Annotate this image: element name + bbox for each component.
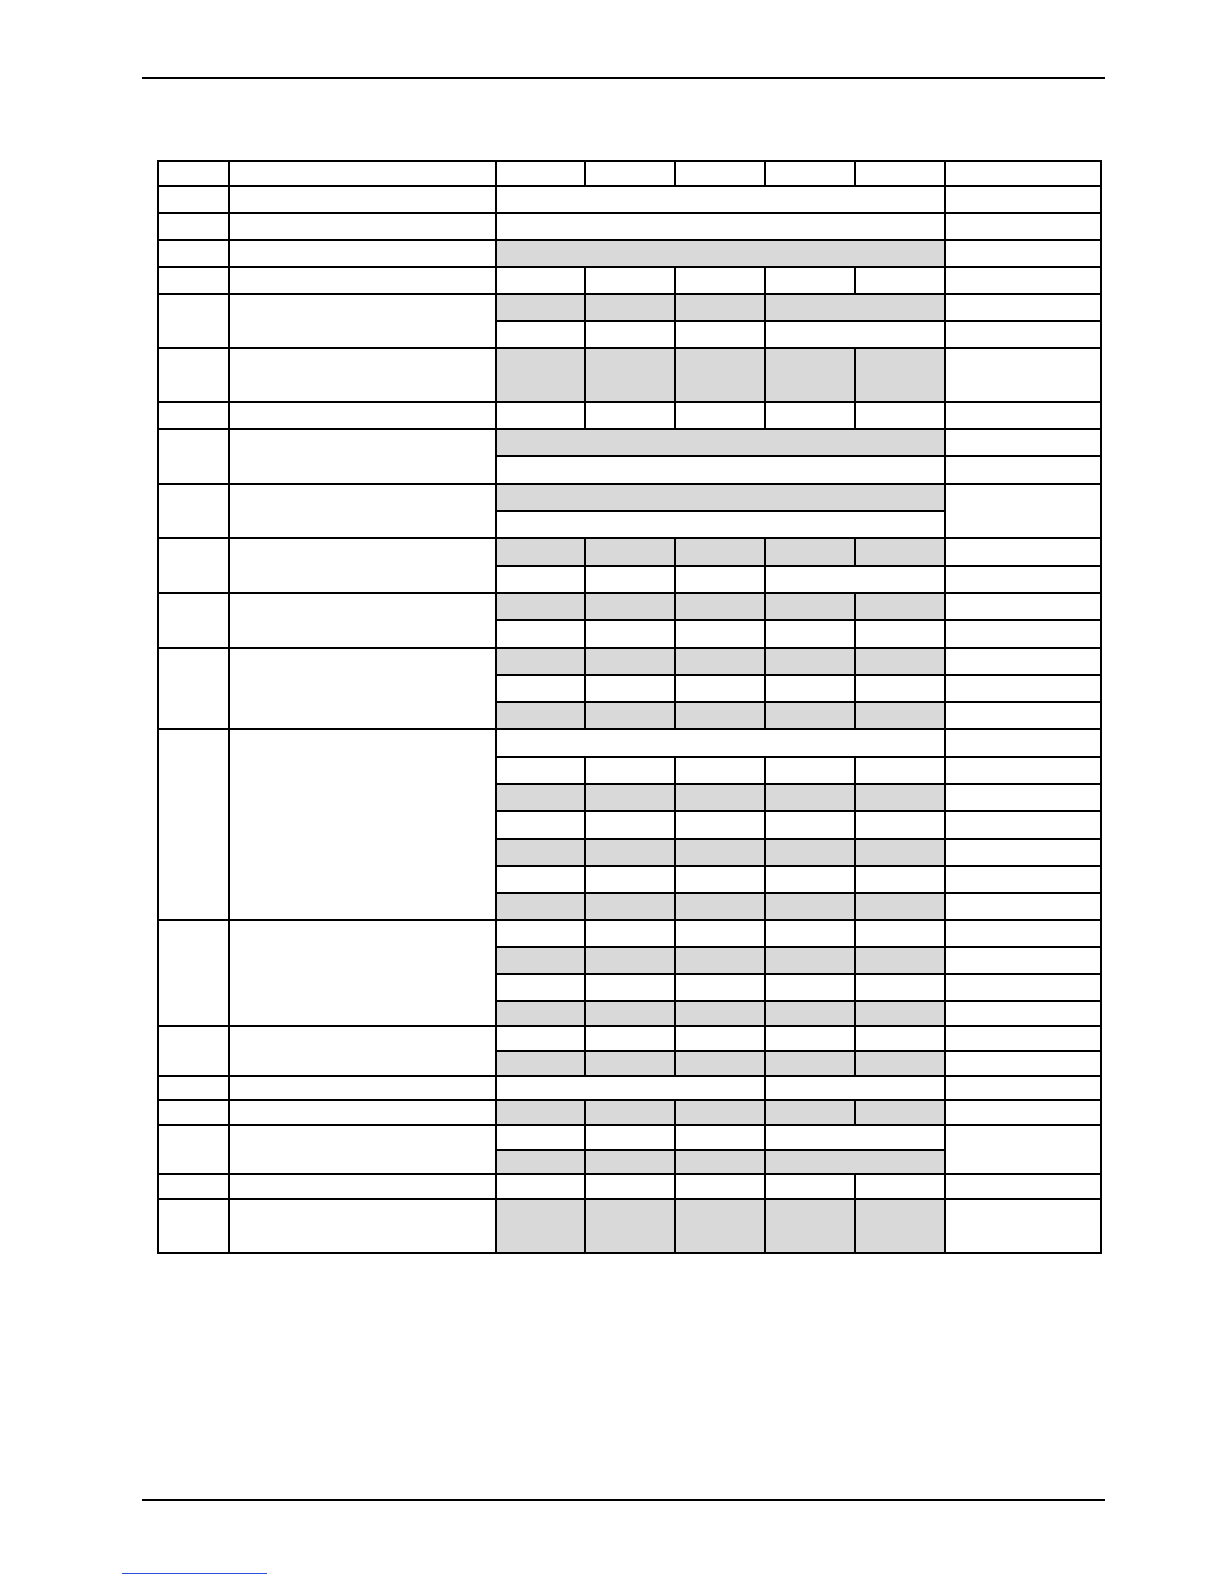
- table-cell: [159, 485, 230, 539]
- table-cell: [586, 812, 676, 840]
- table-cell: [676, 1151, 766, 1175]
- table-cell: [586, 268, 676, 295]
- table-cell: [676, 758, 766, 785]
- table-cell: [766, 539, 856, 567]
- table-cell: [230, 921, 497, 1027]
- table-cell: [586, 1052, 676, 1077]
- table-cell: [159, 730, 230, 921]
- table-cell: [230, 730, 497, 921]
- table-cell: [586, 1175, 676, 1200]
- table-cell: [230, 1077, 497, 1101]
- table-cell: [766, 1101, 856, 1126]
- table-cell: [497, 349, 586, 403]
- table-cell: [856, 268, 946, 295]
- table-cell: [586, 921, 676, 948]
- table-cell: [497, 948, 586, 975]
- table-cell: [946, 349, 1100, 403]
- table-cell: [676, 812, 766, 840]
- table-cell: [676, 921, 766, 948]
- table-cell: [586, 758, 676, 785]
- table-cell: [676, 676, 766, 703]
- table-cell: [946, 948, 1100, 975]
- table-cell: [946, 840, 1100, 867]
- table-cell: [586, 894, 676, 921]
- table-cell: [586, 785, 676, 812]
- table-cell: [946, 594, 1100, 621]
- table-cell: [586, 403, 676, 430]
- table-cell: [946, 187, 1100, 214]
- table-cell: [676, 1101, 766, 1126]
- table-cell: [676, 1002, 766, 1027]
- table-cell: [586, 1126, 676, 1151]
- table-header-cell: [856, 162, 946, 187]
- table-cell: [159, 1077, 230, 1101]
- table-cell: [676, 567, 766, 594]
- table-cell: [676, 948, 766, 975]
- table-cell: [766, 758, 856, 785]
- table-cell: [159, 241, 230, 268]
- table-cell: [676, 1200, 766, 1252]
- table-cell: [766, 594, 856, 621]
- table-cell: [159, 187, 230, 214]
- table-cell: [946, 649, 1100, 676]
- table-cell: [497, 187, 946, 214]
- table-cell: [856, 403, 946, 430]
- table-cell: [586, 349, 676, 403]
- table-cell: [676, 268, 766, 295]
- table-cell: [230, 1175, 497, 1200]
- table-cell: [946, 1052, 1100, 1077]
- table-cell: [856, 1200, 946, 1252]
- table-cell: [159, 1200, 230, 1252]
- table-cell: [159, 430, 230, 485]
- table-cell: [676, 594, 766, 621]
- table-cell: [856, 1175, 946, 1200]
- table-cell: [766, 322, 946, 349]
- table-cell: [676, 894, 766, 921]
- table-cell: [946, 1126, 1100, 1175]
- table-cell: [856, 594, 946, 621]
- table-cell: [230, 1101, 497, 1126]
- table-cell: [159, 649, 230, 730]
- table-cell: [586, 1151, 676, 1175]
- table-cell: [586, 948, 676, 975]
- table-cell: [159, 1175, 230, 1200]
- table-cell: [676, 349, 766, 403]
- table-cell: [159, 214, 230, 241]
- table-cell: [676, 539, 766, 567]
- table-cell: [676, 621, 766, 649]
- table-cell: [676, 322, 766, 349]
- table-cell: [946, 268, 1100, 295]
- table-cell: [766, 948, 856, 975]
- table-cell: [159, 1126, 230, 1175]
- table-cell: [676, 1126, 766, 1151]
- table-cell: [497, 241, 946, 268]
- table-cell: [230, 485, 497, 539]
- table-cell: [766, 975, 856, 1002]
- table-header-cell: [497, 162, 586, 187]
- table-cell: [946, 1175, 1100, 1200]
- table-cell: [946, 867, 1100, 894]
- table-cell: [946, 758, 1100, 785]
- table-cell: [497, 649, 586, 676]
- table-cell: [946, 621, 1100, 649]
- table-cell: [497, 594, 586, 621]
- table-cell: [586, 840, 676, 867]
- table-cell: [856, 975, 946, 1002]
- table-cell: [586, 621, 676, 649]
- footer-rule: [142, 1499, 1105, 1501]
- table-cell: [856, 676, 946, 703]
- table-cell: [766, 1151, 946, 1175]
- spec-table: [157, 160, 1102, 1254]
- table-cell: [676, 1175, 766, 1200]
- table-cell: [497, 539, 586, 567]
- table-cell: [159, 921, 230, 1027]
- table-cell: [676, 649, 766, 676]
- table-cell: [856, 1052, 946, 1077]
- table-cell: [766, 1126, 946, 1151]
- table-cell: [856, 703, 946, 730]
- table-cell: [856, 649, 946, 676]
- table-cell: [497, 485, 946, 512]
- table-cell: [946, 322, 1100, 349]
- table-cell: [766, 812, 856, 840]
- table-cell: [856, 1002, 946, 1027]
- table-cell: [230, 430, 497, 485]
- table-cell: [497, 1002, 586, 1027]
- table-cell: [856, 840, 946, 867]
- table-cell: [230, 349, 497, 403]
- table-cell: [497, 975, 586, 1002]
- table-cell: [230, 187, 497, 214]
- table-cell: [497, 403, 586, 430]
- table-cell: [856, 894, 946, 921]
- table-cell: [497, 894, 586, 921]
- table-cell: [586, 1002, 676, 1027]
- table-cell: [946, 1027, 1100, 1052]
- header-rule: [142, 77, 1105, 79]
- table-cell: [766, 649, 856, 676]
- table-cell: [159, 403, 230, 430]
- table-cell: [497, 621, 586, 649]
- table-cell: [946, 921, 1100, 948]
- table-cell: [856, 785, 946, 812]
- table-cell: [946, 676, 1100, 703]
- table-cell: [497, 457, 946, 485]
- table-cell: [497, 1027, 586, 1052]
- table-cell: [497, 730, 946, 758]
- table-cell: [159, 1101, 230, 1126]
- table-cell: [766, 921, 856, 948]
- table-cell: [766, 1027, 856, 1052]
- table-cell: [497, 1101, 586, 1126]
- table-cell: [856, 1027, 946, 1052]
- table-cell: [497, 268, 586, 295]
- table-cell: [946, 1002, 1100, 1027]
- table-cell: [676, 867, 766, 894]
- table-cell: [230, 268, 497, 295]
- footer-link-underline[interactable]: [122, 1573, 267, 1574]
- table-cell: [497, 1175, 586, 1200]
- table-cell: [946, 730, 1100, 758]
- table-header-cell: [586, 162, 676, 187]
- table-cell: [497, 758, 586, 785]
- table-cell: [497, 430, 946, 457]
- table-cell: [230, 241, 497, 268]
- table-header-cell: [230, 162, 497, 187]
- table-cell: [676, 975, 766, 1002]
- table-cell: [497, 214, 946, 241]
- table-cell: [497, 295, 586, 322]
- table-cell: [766, 867, 856, 894]
- table-cell: [159, 268, 230, 295]
- table-cell: [856, 812, 946, 840]
- table-cell: [586, 295, 676, 322]
- table-cell: [586, 1101, 676, 1126]
- table-cell: [766, 1052, 856, 1077]
- table-cell: [946, 539, 1100, 567]
- table-cell: [230, 295, 497, 349]
- table-cell: [946, 785, 1100, 812]
- table-cell: [766, 676, 856, 703]
- table-cell: [856, 758, 946, 785]
- table-cell: [856, 948, 946, 975]
- table-header-cell: [159, 162, 230, 187]
- table-header-cell: [676, 162, 766, 187]
- table-cell: [586, 867, 676, 894]
- table-cell: [497, 512, 946, 539]
- table-cell: [230, 403, 497, 430]
- table-cell: [586, 1027, 676, 1052]
- table-cell: [946, 975, 1100, 1002]
- table-cell: [766, 1002, 856, 1027]
- table-cell: [856, 539, 946, 567]
- table-cell: [676, 785, 766, 812]
- table-cell: [766, 1175, 856, 1200]
- table-cell: [766, 894, 856, 921]
- table-cell: [230, 1126, 497, 1175]
- table-cell: [159, 349, 230, 403]
- table-cell: [586, 539, 676, 567]
- table-cell: [586, 567, 676, 594]
- table-cell: [497, 1126, 586, 1151]
- table-cell: [676, 1052, 766, 1077]
- table-header-cell: [766, 162, 856, 187]
- table-cell: [497, 921, 586, 948]
- table-cell: [766, 403, 856, 430]
- table-cell: [946, 703, 1100, 730]
- table-cell: [946, 1200, 1100, 1252]
- table-cell: [766, 703, 856, 730]
- table-cell: [946, 894, 1100, 921]
- table-cell: [946, 403, 1100, 430]
- table-cell: [766, 349, 856, 403]
- table-cell: [497, 1077, 766, 1101]
- table-cell: [497, 567, 586, 594]
- table-cell: [230, 594, 497, 649]
- table-cell: [946, 485, 1100, 539]
- table-cell: [946, 1077, 1100, 1101]
- table-cell: [856, 867, 946, 894]
- table-cell: [497, 1151, 586, 1175]
- table-header-cell: [946, 162, 1100, 187]
- table-cell: [497, 840, 586, 867]
- table-cell: [766, 567, 946, 594]
- table-cell: [676, 1027, 766, 1052]
- table-cell: [946, 812, 1100, 840]
- table-cell: [676, 295, 766, 322]
- table-cell: [497, 1200, 586, 1252]
- table-cell: [856, 921, 946, 948]
- table-cell: [856, 1101, 946, 1126]
- table-cell: [497, 676, 586, 703]
- table-cell: [230, 214, 497, 241]
- table-cell: [586, 322, 676, 349]
- table-cell: [586, 649, 676, 676]
- table-cell: [230, 1200, 497, 1252]
- table-cell: [946, 430, 1100, 457]
- table-cell: [946, 1101, 1100, 1126]
- table-cell: [159, 295, 230, 349]
- table-cell: [497, 703, 586, 730]
- table-cell: [230, 1027, 497, 1077]
- table-cell: [230, 539, 497, 594]
- table-cell: [586, 594, 676, 621]
- table-cell: [676, 840, 766, 867]
- table-cell: [159, 594, 230, 649]
- table-cell: [946, 241, 1100, 268]
- table-cell: [586, 975, 676, 1002]
- spec-table-grid: [159, 162, 1100, 1252]
- table-cell: [766, 268, 856, 295]
- table-cell: [159, 539, 230, 594]
- table-cell: [497, 1052, 586, 1077]
- table-cell: [856, 621, 946, 649]
- table-cell: [946, 457, 1100, 485]
- table-cell: [159, 1027, 230, 1077]
- table-cell: [497, 785, 586, 812]
- table-cell: [586, 676, 676, 703]
- table-cell: [766, 840, 856, 867]
- table-cell: [766, 1077, 946, 1101]
- table-cell: [766, 621, 856, 649]
- table-cell: [766, 785, 856, 812]
- table-cell: [230, 649, 497, 730]
- table-cell: [766, 1200, 856, 1252]
- table-cell: [946, 214, 1100, 241]
- table-cell: [946, 295, 1100, 322]
- table-cell: [586, 1200, 676, 1252]
- table-cell: [497, 812, 586, 840]
- table-cell: [856, 349, 946, 403]
- table-cell: [946, 567, 1100, 594]
- table-cell: [676, 403, 766, 430]
- table-cell: [586, 703, 676, 730]
- table-cell: [497, 322, 586, 349]
- table-cell: [766, 295, 946, 322]
- table-cell: [497, 867, 586, 894]
- table-cell: [676, 703, 766, 730]
